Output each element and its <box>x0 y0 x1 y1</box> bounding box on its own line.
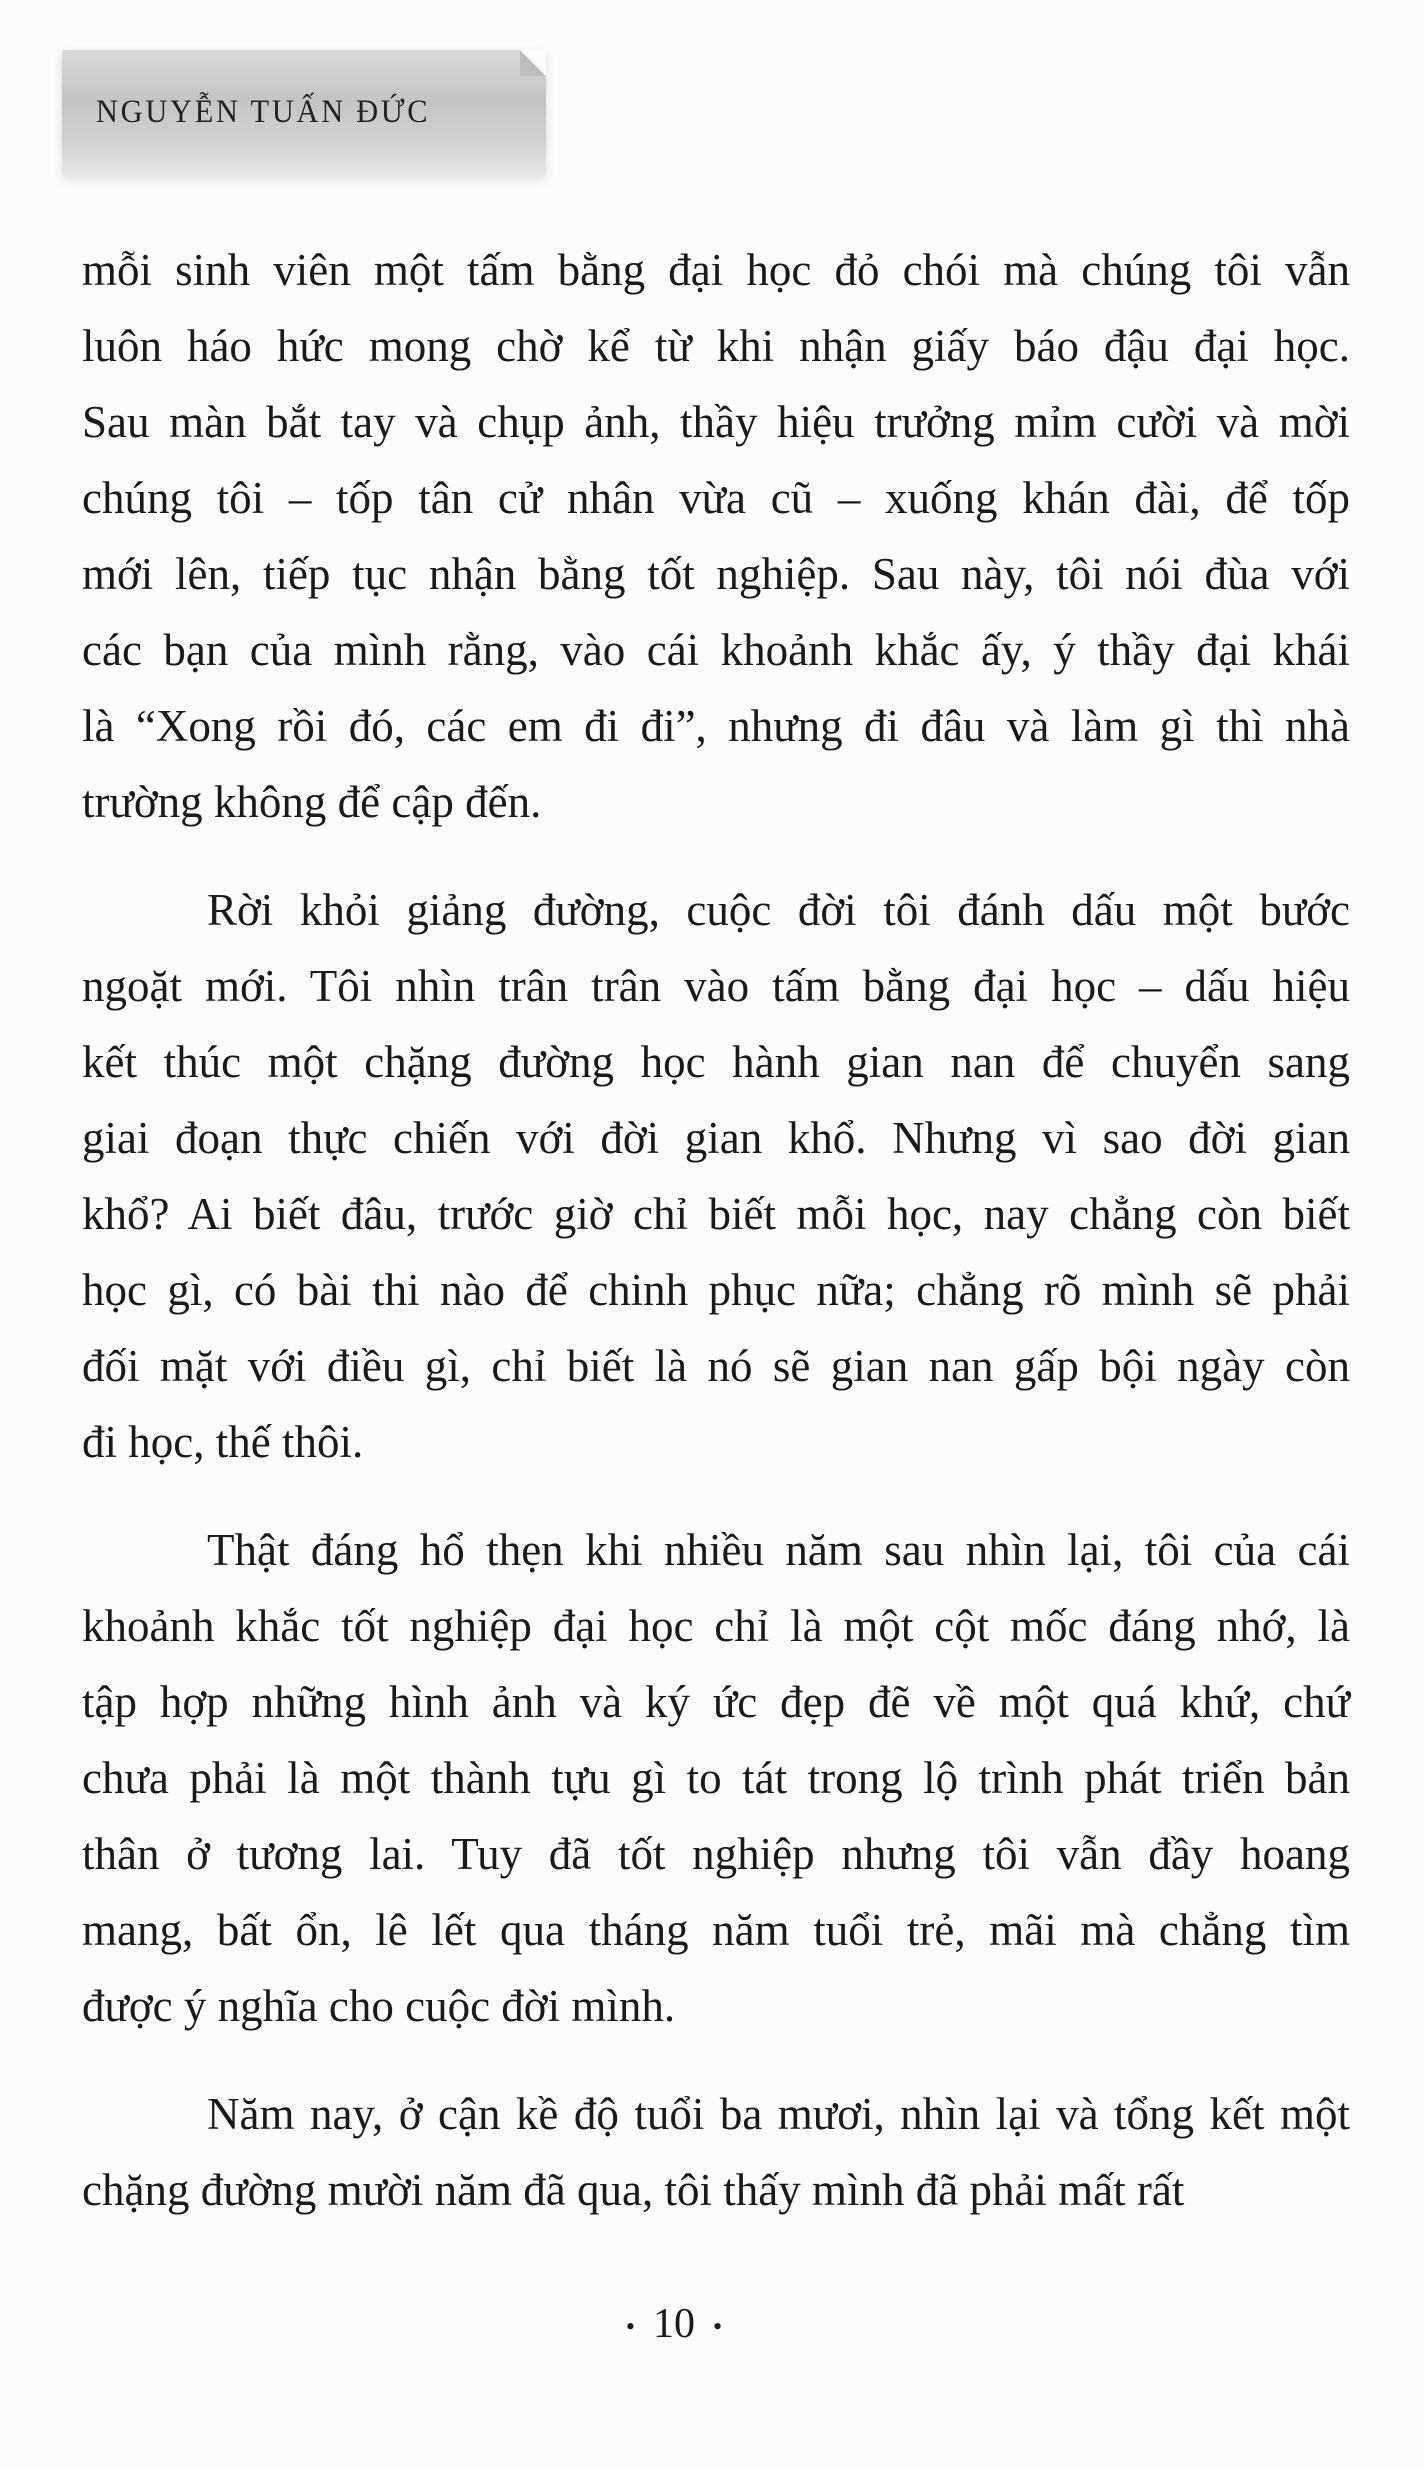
text-line: chưa phải là một thành tựu gì to tát trong lộ trình phát triển bản <box>82 1753 1350 1803</box>
text-line: Rời khỏi giảng đường, cuộc đời tôi đánh dấu một bước <box>207 885 1350 935</box>
text-line: trường không để cập đến. <box>82 777 542 827</box>
text-line: khoảnh khắc tốt nghiệp đại học chỉ là một cột mốc đáng nhớ, là <box>82 1601 1350 1651</box>
text-line: luôn háo hức mong chờ kể từ khi nhận giấy báo đậu đại học. <box>82 321 1350 371</box>
text-line: mỗi sinh viên một tấm bằng đại học đỏ chói mà chúng tôi vẫn <box>82 245 1350 295</box>
text-line: đối mặt với điều gì, chỉ biết là nó sẽ gian nan gấp bội ngày còn <box>82 1341 1350 1391</box>
text-line: các bạn của mình rằng, vào cái khoảnh khắc ấy, ý thầy đại khái <box>82 625 1350 675</box>
text-line: thân ở tương lai. Tuy đã tốt nghiệp nhưng tôi vẫn đầy hoang <box>82 1829 1350 1879</box>
author-name: NGUYỄN TUẤN ĐỨC <box>96 94 431 130</box>
page-number-text: 10 <box>653 2301 695 2347</box>
text-line: chặng đường mười năm đã qua, tôi thấy mình đã phải mất rất <box>82 2165 1185 2215</box>
paragraph <box>82 1512 1350 2044</box>
bullet-icon: • <box>713 2312 723 2342</box>
text-line: kết thúc một chặng đường học hành gian nan để chuyển sang <box>82 1037 1350 1087</box>
page-body <box>82 232 1350 2260</box>
text-line: đi học, thế thôi. <box>82 1417 364 1467</box>
page-number <box>0 2300 1348 2348</box>
paragraph <box>82 2076 1350 2228</box>
paragraph <box>82 872 1350 1480</box>
text-line: chúng tôi – tốp tân cử nhân vừa cũ – xuống khán đài, để tốp <box>82 473 1350 523</box>
text-line: Năm nay, ở cận kề độ tuổi ba mươi, nhìn lại và tổng kết một <box>207 2089 1350 2139</box>
text-line: Thật đáng hổ thẹn khi nhiều năm sau nhìn lại, tôi của cái <box>207 1525 1350 1575</box>
text-line: tập hợp những hình ảnh và ký ức đẹp đẽ về một quá khứ, chứ <box>82 1677 1350 1727</box>
text-line: mới lên, tiếp tục nhận bằng tốt nghiệp. Sau này, tôi nói đùa với <box>82 549 1350 599</box>
text-line: Sau màn bắt tay và chụp ảnh, thầy hiệu trưởng mỉm cười và mời <box>82 397 1350 447</box>
text-line: học gì, có bài thi nào để chinh phục nữa; chẳng rõ mình sẽ phải <box>82 1265 1350 1315</box>
text-line: được ý nghĩa cho cuộc đời mình. <box>82 1981 676 2031</box>
text-line: khổ? Ai biết đâu, trước giờ chỉ biết mỗi học, nay chẳng còn biết <box>82 1189 1350 1239</box>
paragraph <box>82 232 1350 840</box>
bullet-icon: • <box>625 2312 635 2342</box>
text-line: mang, bất ổn, lê lết qua tháng năm tuổi trẻ, mãi mà chẳng tìm <box>82 1905 1350 1955</box>
author-header-tag <box>62 50 546 176</box>
text-line: giai đoạn thực chiến với đời gian khổ. Nhưng vì sao đời gian <box>82 1113 1350 1163</box>
text-line: là “Xong rồi đó, các em đi đi”, nhưng đi đâu và làm gì thì nhà <box>82 701 1350 751</box>
text-line: ngoặt mới. Tôi nhìn trân trân vào tấm bằng đại học – dấu hiệu <box>82 961 1350 1011</box>
